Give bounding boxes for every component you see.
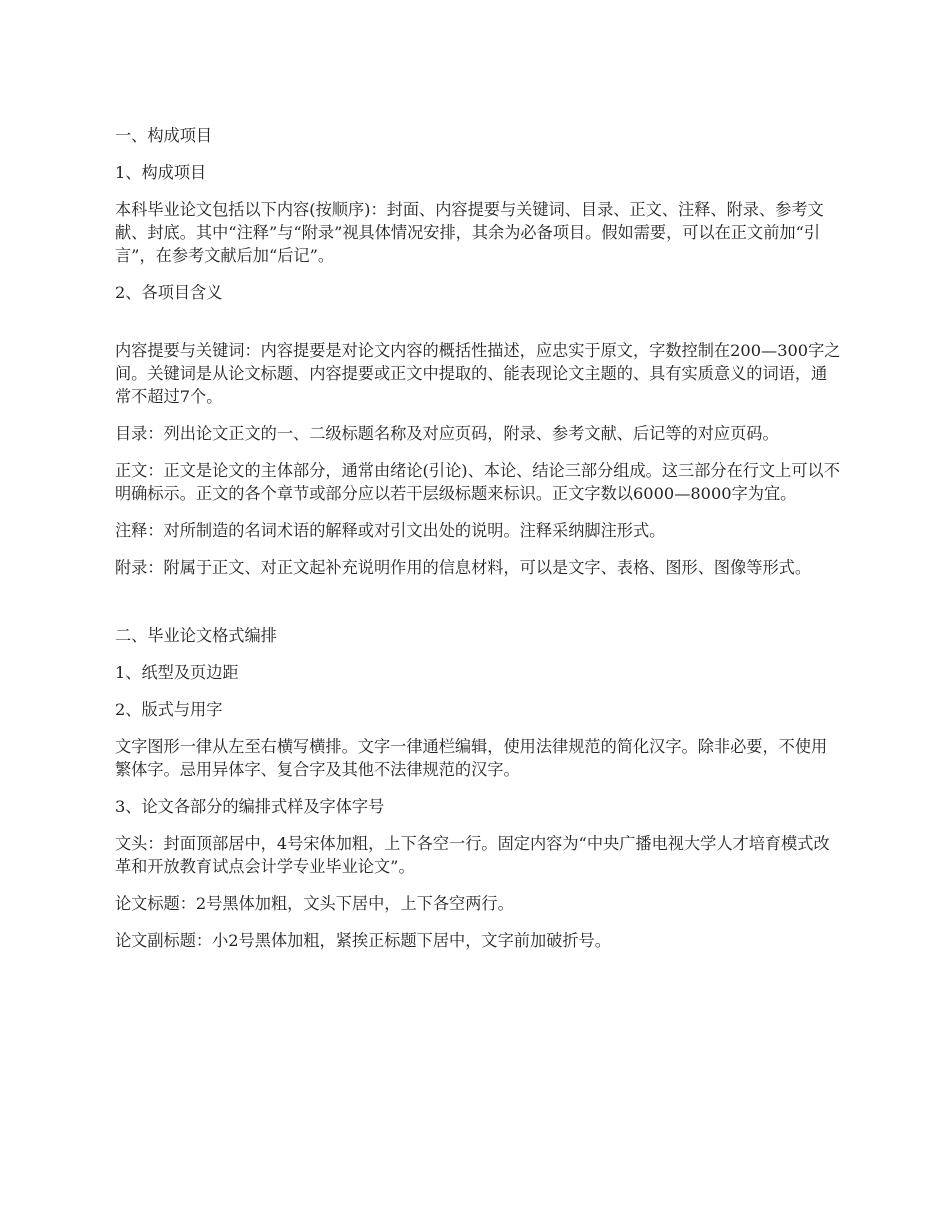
appendix-paragraph: 附录：附属于正文、对正文起补充说明作用的信息材料，可以是文字、表格、图形、图像等形式。	[115, 558, 812, 577]
title-format-paragraph: 论文标题：2号黑体加粗，文头下居中，上下各空两行。	[115, 894, 514, 913]
notes-paragraph: 注释：对所制造的名词术语的解释或对引文出处的说明。注释采纳脚注形式。	[115, 521, 666, 540]
document-body	[115, 124, 843, 966]
layout-paragraph: 文字图形一律从左至右横写横排。文字一律通栏编辑，使用法律规范的简化汉字。除非必要，不使用繁体字。忌用异体字、复合字及其他不法律规范的汉字。	[115, 737, 828, 779]
toc-paragraph: 目录：列出论文正文的一、二级标题名称及对应页码，附录、参考文献、后记等的对应页码。	[115, 424, 779, 443]
section-heading-composition: 一、构成项目	[115, 126, 213, 145]
section-heading-format: 二、毕业论文格式编排	[115, 626, 277, 645]
composition-paragraph: 本科毕业论文包括以下内容(按顺序)：封面、内容提要与关键词、目录、正文、注释、附录、参考文献、封底。其中“注释”与“附录”视具体情况安排，其余为必备项目。假如需要，可以在正文前加“引言”，在参考文献后加“后记”。	[115, 200, 824, 265]
subheading-layout-characters: 2、版式与用字	[115, 700, 223, 719]
subheading-paper-margins: 1、纸型及页边距	[115, 663, 239, 682]
main-text-paragraph: 正文：正文是论文的主体部分，通常由绪论(引论)、本论、结论三部分组成。这三部分在行文上可以不明确标示。正文的各个章节或部分应以若干层级标题来标识。正文字数以6000—8000字为宜。	[115, 461, 840, 503]
subheading-composition-items: 1、构成项目	[115, 163, 207, 182]
subheading-typesetting: 3、论文各部分的编排式样及字体字号	[115, 797, 385, 816]
header-format-paragraph: 文头：封面顶部居中，4号宋体加粗，上下各空一行。固定内容为“中央广播电视大学人才培育模式改革和开放教育试点会计学专业毕业论文”。	[115, 834, 830, 876]
subtitle-format-paragraph: 论文副标题：小2号黑体加粗，紧挨正标题下居中，文字前加破折号。	[115, 931, 611, 950]
abstract-keywords-paragraph: 内容提要与关键词：内容提要是对论文内容的概括性描述，应忠实于原文，字数控制在200—300字之间。关键词是从论文标题、内容提要或正文中提取的、能表现论文主题的、具有实质意义的词语，通常不超过7个。	[115, 341, 841, 406]
subheading-item-meanings: 2、各项目含义	[115, 283, 223, 302]
